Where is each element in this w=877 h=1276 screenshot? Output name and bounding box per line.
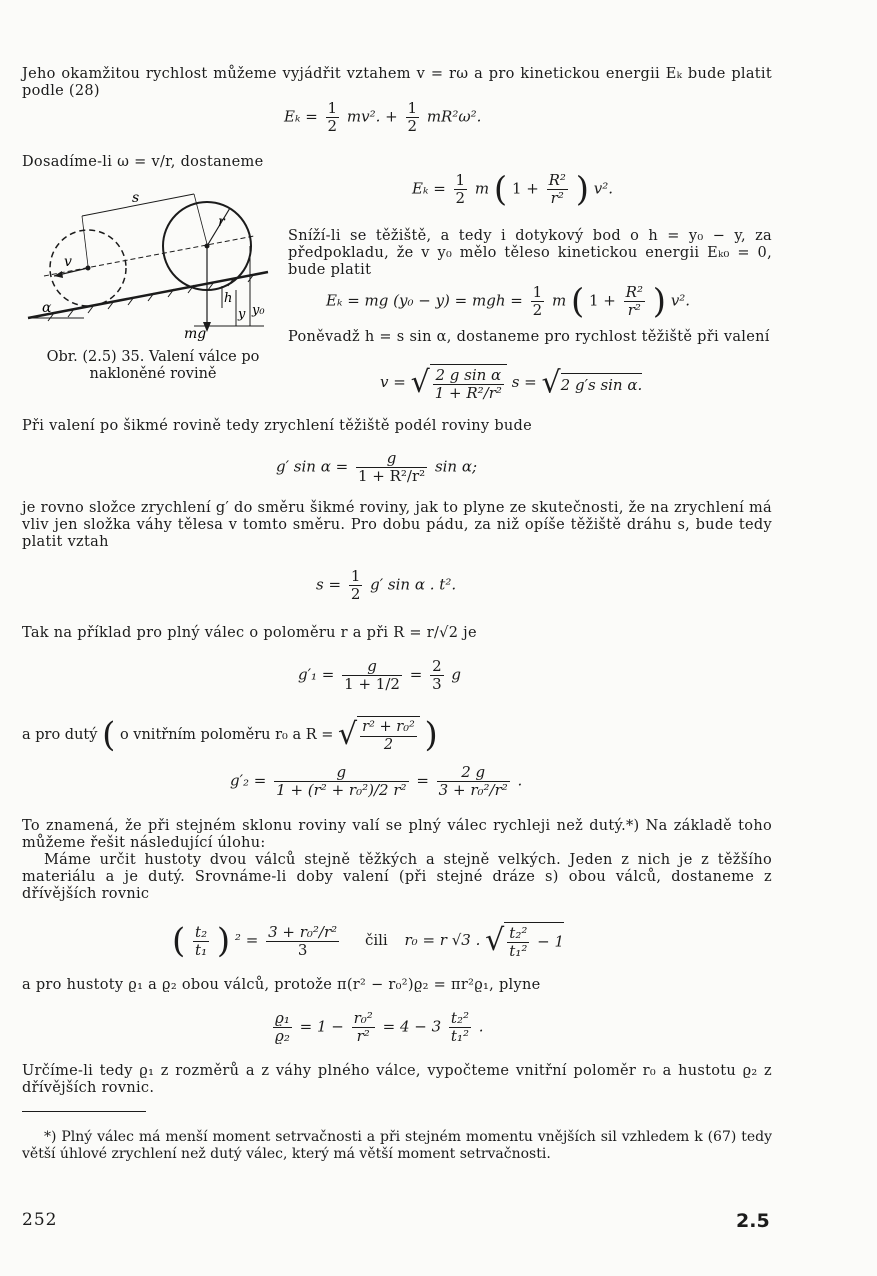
page-number: 252 <box>22 1210 58 1230</box>
figure-caption: Obr. (2.5) 35. Valení válce po nakloněné rovině <box>46 349 260 382</box>
equation-g1: g′₁ = $\frac{g}{1 + 1/2}$ = $\frac{2}{3}$ g <box>298 657 462 693</box>
equation-g2: g′₂ = $\frac{g}{\text{1 + (r² + r₀²)/2 r²}}$ = $\frac{2 g}{\text{3 + r₀²/r²}}$ . <box>230 763 523 799</box>
label-s: s <box>132 190 140 206</box>
label-y0: y₀ <box>252 303 265 318</box>
paragraph-11: a pro hustoty ϱ₁ a ϱ₂ obou válců, protože π(r² − r₀²)ϱ₂ = πr²ϱ₁, plyne <box>22 977 541 993</box>
footnote-separator <box>22 1111 146 1112</box>
paragraph-4: Poněvadž h = s sin α, dostaneme pro rychlost těžiště při valení <box>288 329 770 345</box>
equation-hollow-radius: a pro dutý ( o vnitřním poloměru r₀ a R = √ $\frac{\text{r² + r₀²}}{2}$ ) <box>22 715 438 755</box>
label-y: y <box>238 307 246 322</box>
paragraph-2: Dosadíme-li ω = v/r, dostaneme <box>22 154 264 170</box>
label-alpha: α <box>42 300 52 316</box>
equation-velocity: v = √ $\frac{\text{2 g sin α}}{\text{1 + R²/r²}}$ s = √2 g′s sin α. <box>380 365 643 402</box>
equation-energy-height: Eₖ = mg (y₀ − y) = mgh = $\frac{1}{2}$ m ( 1 + $\frac{\text{R²}}{\text{r²}}$ ) v². <box>326 281 691 322</box>
paragraph-7: Tak na příklad pro plný válec o poloměru r a při R = r/√2 je <box>22 625 477 641</box>
figure-rolling-cylinder <box>24 186 272 346</box>
paragraph-5: Při valení po šikmé rovině tedy zrychlení těžiště podél roviny bude <box>22 418 533 434</box>
paragraph-9: To znamená, že při stejném sklonu roviny valí se plný válec rychleji než dutý.*) Na základě toho můžeme řešit následující úlohu: <box>22 818 772 851</box>
figure-drawing <box>24 186 272 346</box>
section-number: 2.5 <box>736 1210 770 1232</box>
label-r: r <box>218 214 225 230</box>
equation-density: $\frac{\text{ϱ₁}}{\text{ϱ₂}}$ = 1 − $\frac{\text{r₀²}}{\text{r²}}$ = 4 − 3 $\frac{\text{t₂²}}{\text{t₁²}}$ . <box>275 1009 484 1045</box>
paragraph-3: Sníží-li se těžiště, a tedy i dotykový bod o h = y₀ − y, za předpokladu, že v y₀ mělo těleso kinetickou energii Eₖ₀ = 0, bude platit <box>288 228 772 278</box>
label-v: v <box>64 254 72 270</box>
paragraph-6: je rovno složce zrychlení g′ do směru šikmé roviny, jak to plyne ze skutečnosti, že na zrychlení má vliv jen složka váhy tělesa v tomto směru. Pro dobu pádu, za niž opíše těžiště dráhu s, bude tedy platit vztah <box>22 500 772 550</box>
paragraph-10: Máme určit hustoty dvou válců stejně těžkých a stejně velkých. Jeden z nich je z těžšího materiálu a je dutý. Srovnáme-li doby valení (při stejné dráze s) obou válců, dostaneme z dřívějších rovnic <box>22 852 772 902</box>
paragraph-12: Určíme-li tedy ϱ₁ z rozměrů a z váhy plného válce, vypočteme vnitřní poloměr r₀ a hustotu ϱ₂ z dřívějších rovnic. <box>22 1063 772 1096</box>
paragraph-1: Jeho okamžitou rychlost můžeme vyjádřit vztahem v = rω a pro kinetickou energii Eₖ bude platit podle (28) <box>22 66 772 99</box>
equation-time-ratio: ( $\frac{\text{t₂}}{\text{t₁}}$ ) ² = $\frac{\text{3 + r₀²/r²}}{3}$ čili r₀ = r √3 . √ $\frac{\text{t₂²}}{\text{t₁²}}$ − 1 <box>172 921 565 961</box>
footnote: *) Plný válec má menší moment setrvačnosti a při stejném momentu vnějších sil vzhledem k (67) tedy větší úhlové zrychlení než dutý válec, který má větší moment setrvačnosti. <box>22 1129 772 1162</box>
equation-acceleration: g′ sin α = $\frac{g}{\text{1 + R²/r²}}$ sin α; <box>276 449 478 485</box>
equation-kinetic-energy: Eₖ = $\frac{1}{2}$ mv². + $\frac{1}{2}$ mR²ω². <box>284 99 482 135</box>
label-h: h <box>224 291 233 306</box>
equation-kinetic-energy-2: Eₖ = $\frac{1}{2}$ m ( 1 + $\frac{\text{R²}}{\text{r²}}$ ) v². <box>412 169 614 210</box>
label-mg: mg <box>184 326 207 342</box>
equation-distance: s = $\frac{1}{2}$ g′ sin α . t². <box>316 567 457 603</box>
